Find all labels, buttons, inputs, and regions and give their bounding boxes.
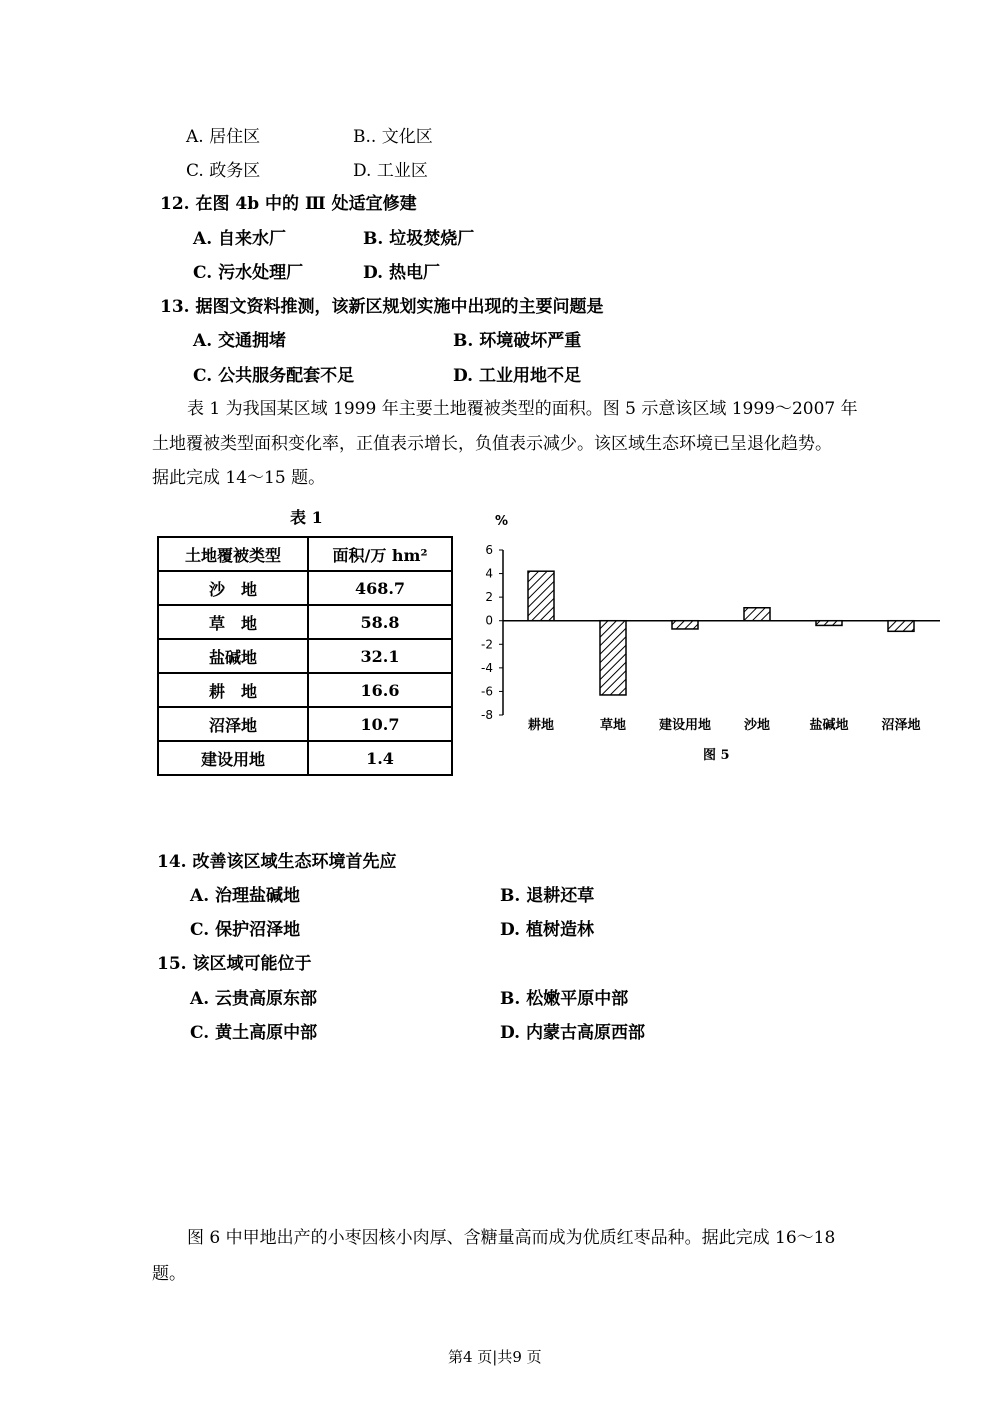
table1-cell-type: 沙 地	[158, 571, 308, 605]
y-tick-label: -6	[481, 684, 493, 699]
table1-cell-area: 32.1	[308, 639, 452, 673]
bar-沼泽地	[888, 621, 914, 632]
q12-option-b: B. 垃圾焚烧厂	[363, 229, 475, 249]
table1-cell-type: 沼泽地	[158, 707, 308, 741]
table1-cell-area: 10.7	[308, 707, 452, 741]
table1-cell-area: 468.7	[308, 571, 452, 605]
figure5-caption: 图 5	[703, 748, 730, 763]
x-tick-label: 草地	[599, 718, 627, 733]
table1-cell-type: 盐碱地	[158, 639, 308, 673]
table-row	[158, 673, 452, 707]
q13-option-a: A. 交通拥堵	[193, 331, 287, 351]
table1-cell-area: 58.8	[308, 605, 452, 639]
q11-option-c: C. 政务区	[186, 161, 261, 181]
bar-建设用地	[672, 621, 698, 629]
table1-header-area: 面积/万 hm²	[308, 537, 452, 571]
table-row	[158, 707, 452, 741]
q15-option-c: C. 黄土高原中部	[190, 1023, 318, 1043]
x-tick-label: 沙地	[743, 718, 771, 733]
bar-沙地	[744, 608, 770, 621]
y-tick-label: -2	[481, 637, 493, 652]
bar-耕地	[528, 571, 554, 621]
intro-14-15-line1: 表 1 为我国某区域 1999 年主要土地覆被类型的面积。图 5 示意该区域 1999～2007 年	[187, 399, 858, 419]
table1-cell-type: 建设用地	[158, 741, 308, 775]
q14-option-c: C. 保护沼泽地	[190, 920, 301, 940]
table1-cell-area: 1.4	[308, 741, 452, 775]
table-row	[158, 605, 452, 639]
x-tick-label: 沼泽地	[881, 718, 921, 733]
x-tick-label: 耕地	[527, 718, 555, 733]
y-tick-label: 2	[485, 590, 493, 605]
x-tick-label: 建设用地	[658, 718, 712, 733]
q14-option-b: B. 退耕还草	[500, 886, 595, 906]
y-axis-unit-label: %	[495, 514, 509, 529]
q12-option-a: A. 自来水厂	[193, 229, 287, 249]
bar-盐碱地	[816, 621, 842, 626]
q13-option-c: C. 公共服务配套不足	[193, 366, 355, 386]
table-row	[158, 741, 452, 775]
intro-16-18-line1: 图 6 中甲地出产的小枣因核小肉厚、含糖量高而成为优质红枣品种。据此完成 16～18	[187, 1228, 836, 1248]
q12-option-c: C. 污水处理厂	[193, 263, 304, 283]
q15-option-b: B. 松嫩平原中部	[500, 989, 629, 1009]
y-tick-label: 6	[485, 543, 493, 557]
q11-option-d: D. 工业区	[353, 161, 428, 181]
y-tick-label: -4	[481, 660, 493, 675]
q11-option-a: A. 居住区	[186, 127, 261, 147]
table1-cell-type: 耕 地	[158, 673, 308, 707]
intro-16-18-line2: 题。	[152, 1264, 186, 1284]
q15-option-d: D. 内蒙古高原西部	[500, 1023, 645, 1043]
intro-14-15-line3: 据此完成 14～15 题。	[152, 468, 326, 488]
table1-header-row	[158, 537, 452, 571]
table1-title: 表 1	[290, 508, 323, 527]
table1	[157, 536, 453, 776]
q11-option-b: B.. 文化区	[353, 127, 433, 147]
q15-option-a: A. 云贵高原东部	[190, 989, 318, 1009]
y-tick-label: 0	[485, 613, 493, 628]
q12-stem: 12. 在图 4b 中的 Ⅲ 处适宜修建	[160, 194, 417, 214]
y-tick-label: 4	[485, 566, 493, 581]
q14-option-a: A. 治理盐碱地	[190, 886, 301, 906]
table1-header-type: 土地覆被类型	[158, 537, 308, 571]
x-tick-label: 盐碱地	[809, 718, 849, 733]
q14-option-d: D. 植树造林	[500, 920, 594, 940]
table1-cell-area: 16.6	[308, 673, 452, 707]
q12-option-d: D. 热电厂	[363, 263, 440, 283]
q15-stem: 15. 该区域可能位于	[157, 954, 312, 974]
table1-cell-type: 草 地	[158, 605, 308, 639]
figure5-bar-chart	[460, 505, 960, 775]
bar-草地	[600, 621, 626, 695]
q13-option-d: D. 工业用地不足	[453, 366, 581, 386]
table-row	[158, 571, 452, 605]
table-row	[158, 639, 452, 673]
intro-14-15-line2: 土地覆被类型面积变化率，正值表示增长，负值表示减少。该区域生态环境已呈退化趋势。	[152, 434, 832, 454]
q13-option-b: B. 环境破坏严重	[453, 331, 582, 351]
page-number: 第4 页|共9 页	[448, 1348, 542, 1366]
q13-stem: 13. 据图文资料推测，该新区规划实施中出现的主要问题是	[160, 297, 604, 317]
y-tick-label: -8	[481, 708, 493, 722]
q14-stem: 14. 改善该区域生态环境首先应	[157, 852, 397, 872]
